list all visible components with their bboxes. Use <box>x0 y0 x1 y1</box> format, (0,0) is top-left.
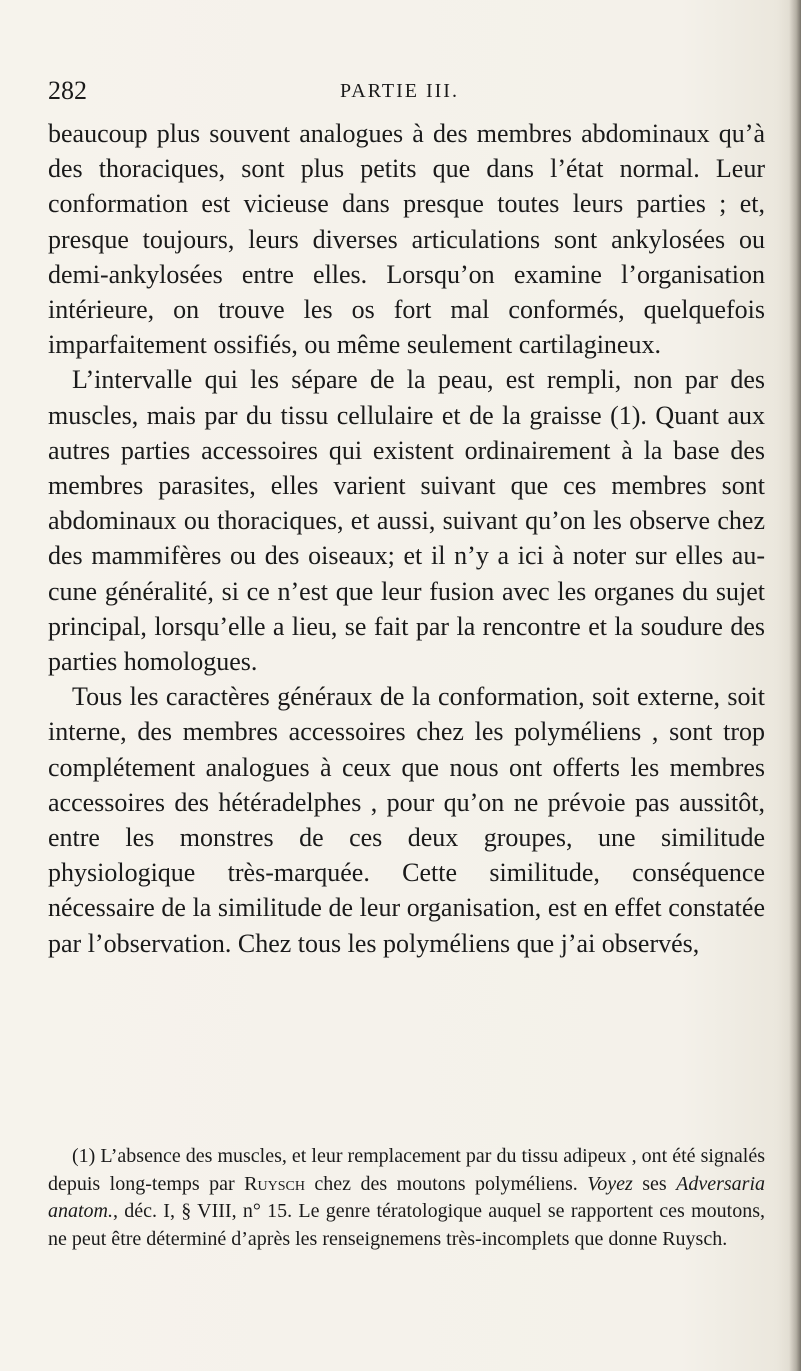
page-number: 282 <box>48 76 87 105</box>
paragraph-1: beaucoup plus souvent analogues à des membres abdominaux qu’à des thoraciques, sont plus petits que dans l’état normal. Leur conformation est vicieuse dans presque toutes leurs parties ; et, presque toujours, leurs diverses articulations sont ankylosées ou demi-ankylosées entre elles. Lorsqu’on examine l’organisation intérieure, on trouve les os fort mal conformés, quelquefois imparfaitement ossifiés, ou même seulement cartilagineux. <box>48 119 765 360</box>
footnote-work-title: Adversaria anatom. <box>48 1172 766 1222</box>
paragraph-3: Tous les caractères généraux de la conformation, soit externe, soit interne, des membres accessoires chez les polyméliens , sont trop complétement analogues à ceux que nous ont offerts les membres accessoires des hétéradelphes , pour qu’on ne prévoie pas aussitôt, entre les monstres de ces deux groupes, une similitude physiologique très-marquée. Cette similitude, conséquence nécessaire de la similitude de leur organisation, est en effet constatée par l’observation. Chez tous les polyméliens que j’ai observés, <box>48 682 765 958</box>
footnote-text-1: (1) L’absence des muscles, et leur remplacement par du tissu adipeux , ont été signalés depuis long-temps par <box>48 1145 765 1195</box>
paragraph-2: L’intervalle qui les sépare de la peau, est rempli, non par des muscles, mais par du tissu cellulaire et de la graisse (1). Quant aux autres parties accessoires qui existent ordinairement à la base des membres parasites, elles varient suivant que ces membres sont abdominaux ou thoraciques, et aussi, suivant qu’on les observe chez des mammifères ou des oiseaux; et il n’y a ici à noter sur elles aucune généralité, si ce n’est que leur fusion avec les organes du sujet principal, lorsqu’elle a lieu, se fait par la rencontre et la soudure des parties homologues. <box>48 365 765 677</box>
footnote-text-4: , déc. I, § VIII, n° 15. Le genre tératologique auquel se rapportent ces moutons, ne peut être déterminé d’après les renseignemens très-incomplets que donne Ruysch. <box>48 1200 765 1250</box>
footnote-voyez: Voyez <box>587 1172 633 1195</box>
footnote <box>48 1143 765 1253</box>
body-text <box>48 116 765 961</box>
page-edge-shadow <box>789 0 801 1371</box>
page-header <box>48 76 748 116</box>
footnote-text-2: chez des moutons polyméliens. <box>304 1172 588 1195</box>
running-head: PARTIE III. <box>340 80 459 102</box>
footnote-author: Ruysch <box>244 1172 305 1195</box>
footnote-text-3: ses <box>632 1172 677 1195</box>
